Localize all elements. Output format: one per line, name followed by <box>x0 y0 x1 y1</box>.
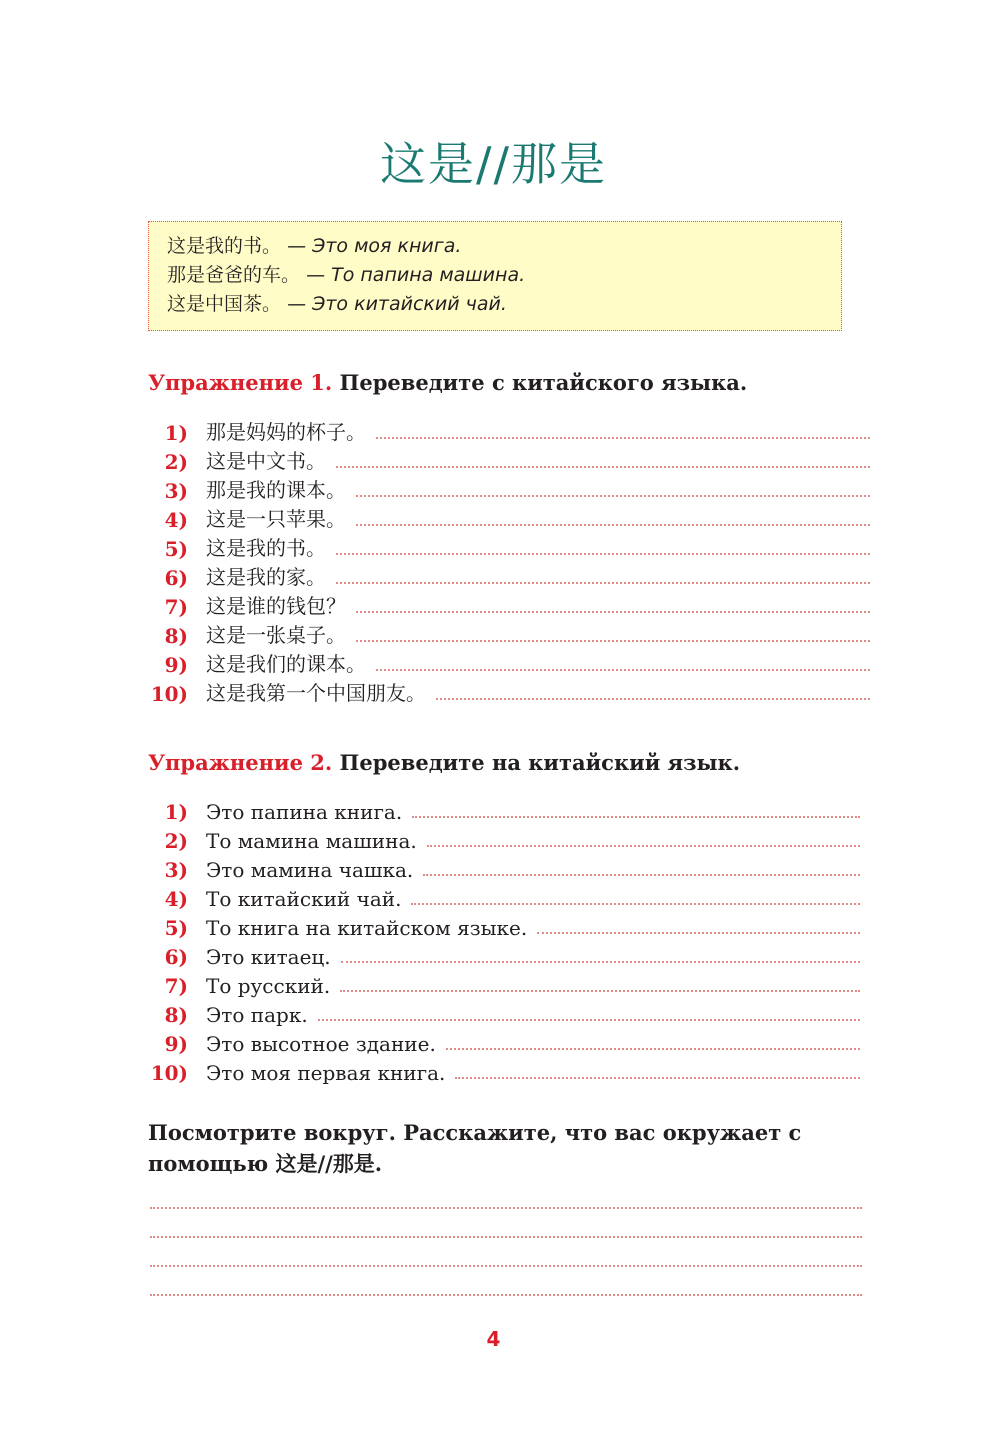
example-ru: — То папина машина. <box>306 264 526 286</box>
answer-line[interactable] <box>150 1238 862 1267</box>
exercise2-item <box>148 824 860 853</box>
item-text: 那是我的课本。 <box>206 478 346 502</box>
item-text: 这是中文书。 <box>206 449 326 473</box>
exercise1-list <box>148 416 870 706</box>
item-number: 4) <box>164 508 188 532</box>
item-text: Это моя первая книга. <box>206 1061 446 1085</box>
exercise1-item <box>148 561 870 590</box>
final-task: Посмотрите вокруг. Расскажите, что вас окружает с помощью 这是//那是. <box>148 1120 802 1176</box>
item-text: Это китаец. <box>206 945 331 969</box>
answer-line[interactable] <box>150 1180 862 1209</box>
item-number: 2) <box>164 450 188 474</box>
item-number: 5) <box>164 916 188 940</box>
item-number: 3) <box>164 479 188 503</box>
item-text: То русский. <box>206 974 331 998</box>
item-text: 这是谁的钱包？ <box>206 594 346 618</box>
item-text: Это мамина чашка. <box>206 858 414 882</box>
example-box <box>148 221 842 331</box>
item-text: 这是一张桌子。 <box>206 623 346 647</box>
item-text: 这是我们的课本。 <box>206 652 366 676</box>
answer-line[interactable] <box>436 698 870 700</box>
example-zh: 这是中国茶。 <box>167 293 282 315</box>
exercise2-item <box>148 969 860 998</box>
exercise1-item <box>148 445 870 474</box>
exercise1-item <box>148 677 870 706</box>
item-number: 7) <box>164 595 188 619</box>
answer-line[interactable] <box>356 495 870 497</box>
exercise2-item <box>148 1056 860 1085</box>
answer-line[interactable] <box>336 553 870 555</box>
answer-line[interactable] <box>427 845 860 847</box>
answer-line[interactable] <box>356 640 870 642</box>
item-text: Это парк. <box>206 1003 308 1027</box>
answer-line[interactable] <box>356 611 870 613</box>
item-number: 3) <box>164 858 188 882</box>
item-text: 这是一只苹果。 <box>206 507 346 531</box>
item-text: То китайский чай. <box>206 887 402 911</box>
page-title: 这是//那是 <box>380 137 607 191</box>
answer-line[interactable] <box>412 816 860 818</box>
answer-line[interactable] <box>411 903 860 905</box>
item-text: 这是我第一个中国朋友。 <box>206 681 426 705</box>
item-number: 6) <box>164 945 188 969</box>
exercise1-item <box>148 474 870 503</box>
exercise2-item <box>148 911 860 940</box>
exercise1-item <box>148 532 870 561</box>
exercise2-item <box>148 795 860 824</box>
item-number: 9) <box>164 653 188 677</box>
item-number: 8) <box>164 1003 188 1027</box>
exercise1-item <box>148 416 870 445</box>
example-line <box>167 261 823 290</box>
exercise1-label: Упражнение 1. <box>148 370 333 395</box>
exercise2-item <box>148 853 860 882</box>
item-number: 9) <box>164 1032 188 1056</box>
answer-line[interactable] <box>150 1267 862 1296</box>
item-number: 2) <box>164 829 188 853</box>
item-number: 1) <box>164 800 188 824</box>
answer-line[interactable] <box>341 961 860 963</box>
item-text: 这是我的书。 <box>206 536 326 560</box>
item-text: То книга на китайском языке. <box>206 916 528 940</box>
answer-line[interactable] <box>376 669 870 671</box>
exercise2-item <box>148 1027 860 1056</box>
exercise1-item <box>148 590 870 619</box>
answer-line[interactable] <box>423 874 860 876</box>
item-text: Это папина книга. <box>206 800 403 824</box>
item-number: 10) <box>150 1061 188 1085</box>
exercise2-item <box>148 882 860 911</box>
exercise2-instruction: Переведите на китайский язык. <box>339 750 741 775</box>
answer-line[interactable] <box>336 466 870 468</box>
example-line <box>167 232 823 261</box>
answer-line[interactable] <box>356 524 870 526</box>
example-zh: 这是我的书。 <box>167 235 282 257</box>
free-answer-area[interactable] <box>150 1180 862 1296</box>
item-text: 这是我的家。 <box>206 565 326 589</box>
item-number: 8) <box>164 624 188 648</box>
answer-line[interactable] <box>455 1077 860 1079</box>
item-number: 7) <box>164 974 188 998</box>
item-number: 10) <box>150 682 188 706</box>
exercise1-item <box>148 619 870 648</box>
example-zh: 那是爸爸的车。 <box>167 264 301 286</box>
answer-line[interactable] <box>376 437 870 439</box>
answer-line[interactable] <box>446 1048 860 1050</box>
item-number: 1) <box>164 421 188 445</box>
item-text: Это высотное здание. <box>206 1032 436 1056</box>
exercise2-heading <box>148 750 740 775</box>
answer-line[interactable] <box>318 1019 860 1021</box>
answer-line[interactable] <box>150 1209 862 1238</box>
exercise1-item <box>148 648 870 677</box>
example-ru: — Это моя книга. <box>287 235 462 257</box>
item-number: 6) <box>164 566 188 590</box>
exercise2-item <box>148 940 860 969</box>
answer-line[interactable] <box>537 932 860 934</box>
item-text: То мамина машина. <box>206 829 417 853</box>
item-number: 4) <box>164 887 188 911</box>
exercise1-item <box>148 503 870 532</box>
exercise2-item <box>148 998 860 1027</box>
item-text: 那是妈妈的杯子。 <box>206 420 366 444</box>
exercise2-label: Упражнение 2. <box>148 750 333 775</box>
answer-line[interactable] <box>340 990 860 992</box>
example-line <box>167 290 823 319</box>
exercise1-instruction: Переведите с китайского языка. <box>339 370 748 395</box>
answer-line[interactable] <box>336 582 870 584</box>
page-number: 4 <box>486 1327 501 1351</box>
item-number: 5) <box>164 537 188 561</box>
example-ru: — Это китайский чай. <box>287 293 507 315</box>
exercise1-heading <box>148 370 747 395</box>
exercise2-list <box>148 795 860 1085</box>
